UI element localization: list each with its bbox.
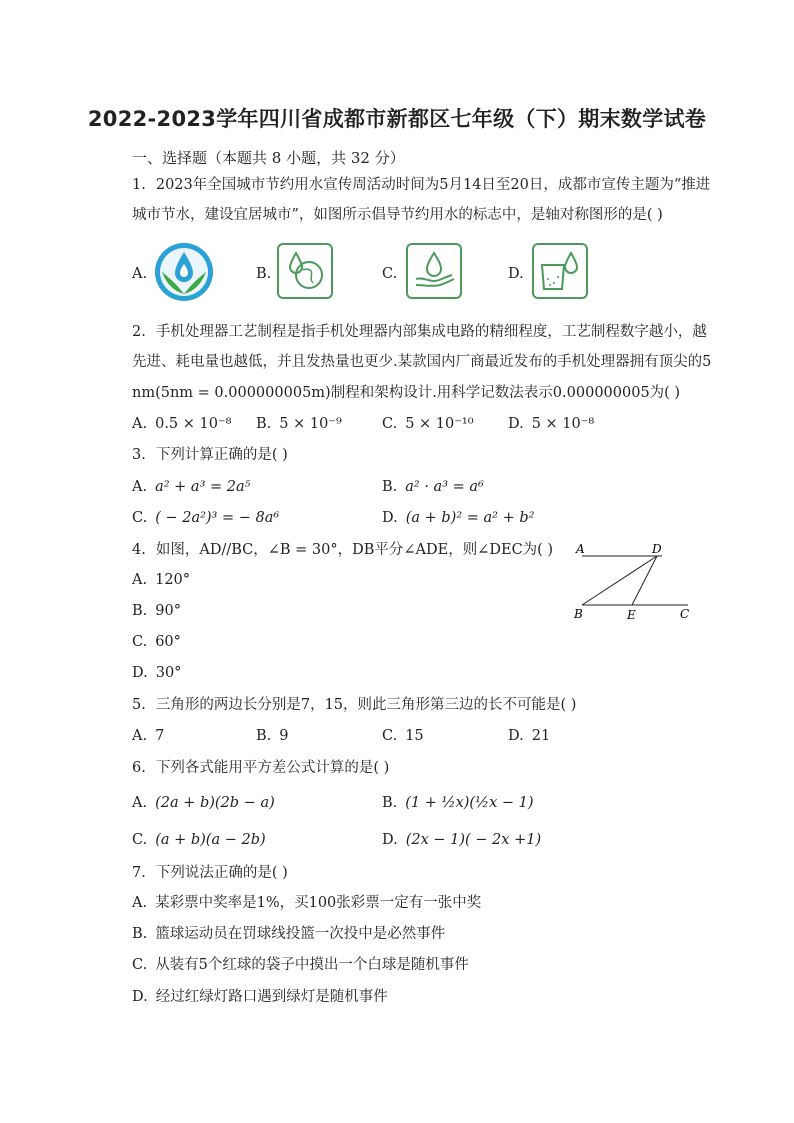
q6-option-c: C. (a + b)(a − 2b)	[132, 832, 266, 848]
label-e: E	[627, 608, 636, 622]
label-b: B	[574, 607, 583, 621]
q5-option-b: B. 9	[256, 728, 289, 744]
q1-option-d-label: D.	[508, 266, 524, 282]
water-drop-earth-icon	[277, 243, 333, 299]
exam-title: 2022-2023学年四川省成都市新都区七年级（下）期末数学试卷	[87, 107, 707, 131]
q6-option-a: A. (2a + b)(2b − a)	[132, 795, 275, 811]
question-number: 3.	[132, 447, 146, 463]
q4-option-b: B. 90°	[132, 603, 181, 619]
q1-option-c-label: C.	[382, 266, 398, 282]
q2-option-a: A. 0.5 × 10⁻⁸	[132, 416, 232, 432]
q5-option-c: C. 15	[382, 728, 424, 744]
label-c: C	[680, 607, 690, 621]
parallel-lines-figure	[570, 538, 700, 628]
question-number: 7.	[132, 865, 146, 881]
q5-option-a: A. 7	[132, 728, 165, 744]
q3-option-c: C. ( − 2a²)³ = − 8a⁶	[132, 510, 280, 526]
question-2-line1: 2. 手机处理器工艺制程是指手机处理器内部集成电路的精细程度，工艺制程数字越小，越	[132, 324, 707, 340]
question-number: 6.	[132, 760, 146, 776]
question-number: 5.	[132, 697, 146, 713]
label-a: A	[576, 542, 585, 556]
glass-water-drop-icon	[532, 243, 588, 299]
q1-option-a-label: A.	[132, 266, 148, 282]
label-d: D	[652, 542, 662, 556]
q6-option-b: B. (1 + ½x)(½x − 1)	[382, 795, 534, 811]
question-2-line2: 先进、耗电量也越低，并且发热量也更少.某款国内厂商最近发布的手机处理器拥有顶尖的5	[132, 354, 712, 370]
q7-option-d: D. 经过红绿灯路口遇到绿灯是随机事件	[132, 989, 388, 1005]
question-5-stem: 5. 三角形的两边长分别是7，15，则此三角形第三边的长不可能是( )	[132, 697, 577, 713]
question-1-line1: 1. 2023年全国城市节约用水宣传周活动时间为5月14日至20日，成都市宣传主题为“推进	[132, 177, 711, 193]
hand-water-drop-icon	[406, 243, 462, 299]
q6-option-d: D. (2x − 1)( − 2x +1)	[382, 832, 542, 848]
q2-option-d: D. 5 × 10⁻⁸	[508, 416, 595, 432]
question-2-line3: nm(5nm = 0.000000005m)制程和架构设计.用科学记数法表示0.000000005为( )	[132, 385, 681, 401]
section-heading: 一、选择题（本题共 8 小题，共 32 分）	[132, 149, 405, 167]
q4-option-c: C. 60°	[132, 634, 181, 650]
q3-option-d: D. (a + b)² = a² + b²	[382, 510, 535, 526]
question-number: 4.	[132, 542, 146, 558]
q2-option-c: C. 5 × 10⁻¹⁰	[382, 416, 474, 432]
question-6-stem: 6. 下列各式能用平方差公式计算的是( )	[132, 760, 390, 776]
q7-option-a: A. 某彩票中奖率是1%，买100张彩票一定有一张中奖	[132, 895, 482, 911]
q7-option-c: C. 从装有5个红球的袋子中摸出一个白球是随机事件	[132, 957, 469, 973]
q5-option-d: D. 21	[508, 728, 551, 744]
question-number: 2.	[132, 324, 146, 340]
question-number: 1.	[132, 177, 146, 193]
q3-option-a: A. a² + a³ = 2a⁵	[132, 479, 251, 495]
q7-option-b: B. 篮球运动员在罚球线投篮一次投中是必然事件	[132, 926, 446, 942]
q3-option-b: B. a² · a³ = a⁶	[382, 479, 484, 495]
q4-option-a: A. 120°	[132, 572, 191, 588]
water-drop-hands-logo-icon	[154, 242, 214, 302]
question-7-stem: 7. 下列说法正确的是( )	[132, 865, 288, 881]
question-4-stem: 4. 如图，AD//BC，∠B = 30°，DB平分∠ADE，则∠DEC为( )	[132, 542, 554, 558]
q2-option-b: B. 5 × 10⁻⁹	[256, 416, 342, 432]
q1-option-b-label: B.	[256, 266, 272, 282]
question-3-stem: 3. 下列计算正确的是( )	[132, 447, 288, 463]
q4-option-d: D. 30°	[132, 665, 182, 681]
question-1-line2: 城市节水，建设宜居城市”，如图所示倡导节约用水的标志中，是轴对称图形的是( )	[132, 207, 663, 223]
